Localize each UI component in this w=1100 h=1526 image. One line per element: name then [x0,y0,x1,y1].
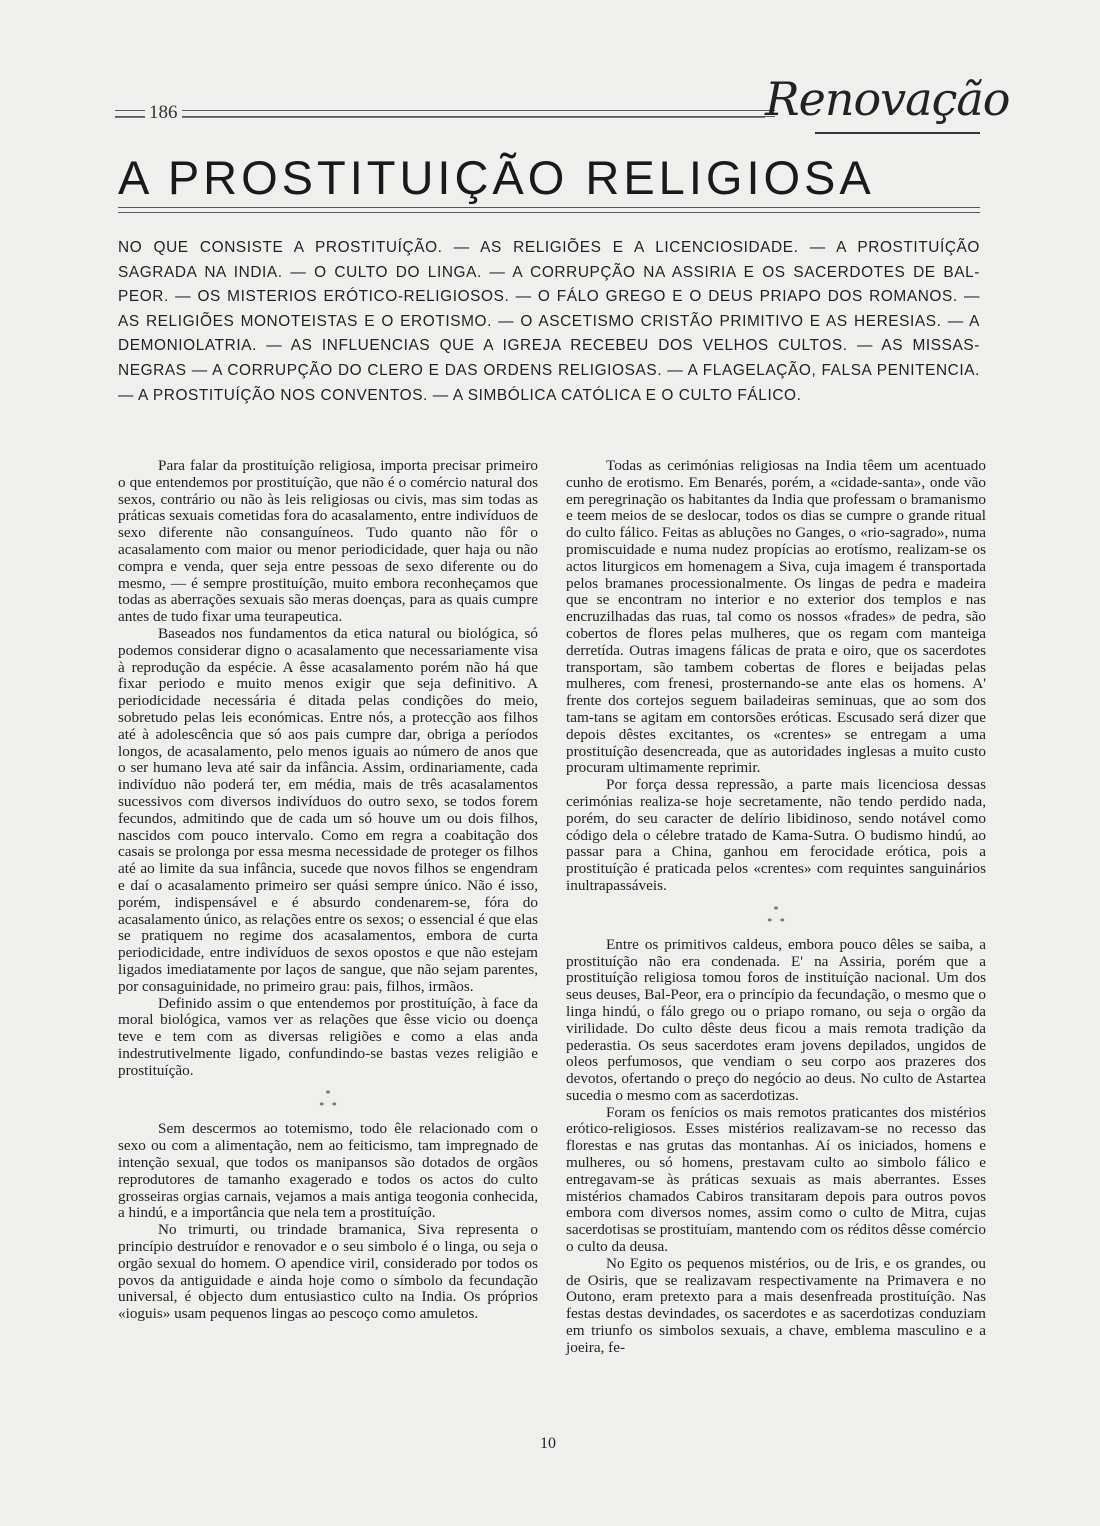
paragraph: Baseados nos fundamentos da etica natural ou biológica, só podemos considerar digno o acasalamento que necessariamente visa à reprodução da espécie. A êsse acasalamento porém não há que fixar periodo e muito menos exigir que seja definitivo. A periodicidade necessária é ditada pelas condições do meio, sobretudo pelas leis económicas. Entre nós, a protecção aos filhos até à adolescência que só aos pais cumpre dar, obriga a períodos longos, de acasalamento, pelo menos iguais ao número de anos que o ser humano leva até sair da infância. Assim, ordinariamente, cada indivíduo não poderá ter, em média, mais de três acasalamentos sucessivos com diversos indivíduos do outro sexo, se todos forem fecundos, admitindo que de cada um só houve um ou dois filhos, nascidos com pouco intervalo. Como em regra a coabitação dos casais se prolonga por essa mesma necessidade de proteger os filhos até ao limite da sua infância, sucede que novos filhos se engendram e daí o acasalamento primeiro ser quási sempre único. Não é isso, porém, indispensável e é absurdo condenarem-se, fóra do acasalamento único, as relações entre os sexos; o essencial é que elas se pratiquem no regime dos acasalamentos, embora de curta periodicidade, entre indivíduos de sexos opostos e que não estejam ligados imediatamente por laços de sangue, que não sejam parentes, por consaguinidade, no primeiro grau: pais, filhos, irmãos. [118,624,539,995]
header-rule-thin [115,117,765,118]
folio-number: 10 [540,1435,556,1452]
paragraph: No trimurti, ou trindade bramanica, Siva representa o princípio destruídor e renovador e o seu simbolo é o linga, ou seja o orgão sexual do homem. O apendice viril, considerado por todos os povos da antiguidade e ainda hoje como o símbolo da fecundação universal, é objecto dum entusiastico culto na India. Os próprios «ioguis» usam pequenos lingas ao pescoço como amuletos. [118,1221,538,1323]
paragraph: Por força dessa repressão, a parte mais licenciosa dessas cerimónias realiza-se hoje secretamente, não tendo perdido nada, porém, do seu caracter de delírio libidinoso, sendo notável como código dela o célebre tratado de Kama-Sutra. O budismo hindú, ao passar para a China, ganhou em ferocidade erótica, pois a prostituíção é praticada pelos «crentes» com requintes sanguinários inultrapassáveis. [566,776,986,894]
paragraph: Todas as cerimónias religiosas na India têem um acentuado cunho de erotismo. Em Benarés, porém, a «cidade-santa», onde vão em peregrinação os habitantes da India que professam o bramanismo e teem meios de se deslocar, todos os dias se cumpre o grande ritual do culto fálico. Feitas as abluções no Ganges, o «rio-sagrado», numa promiscuidade e numa nudez propícias ao erotísmo, realizam-se os actos liturgicos em homenagem a Siva, cuja imagem é transportada pelos bramanes processionalmente. Os lingas de pedra e madeira que se encontram no interior e no exterior dos templos e nas encruzilhadas das ruas, tal como os nossos «frades» de pedra, são cobertos de flores pelas mulheres, que os regam com manteiga derretída. Outras imagens fálicas de prata e oiro, que os sacerdotes transportam, são tambem cobertas de flores e beijadas pelas mulheres, com frenesi, prosternando-se ante elas os homens. A' frente dos cortejos seguem bailadeiras seminuas, que ao som dos tam-tans se agitam em contorsões eróticas. Escusado será dizer que depois dêstes excitantes, os «crentes» se entregam a uma prostituíção desencreada, que as autoridades inglesas a muito custo procuram ultimamente reprimir. [566,457,986,777]
page-header [115,70,1010,140]
section-separator: * * * [767,904,785,928]
paragraph: Definido assim o que entendemos por prostituíção, à face da moral biológica, vamos ver as relações que êsse vicio ou doença teve e tem com as diversas religiões e como a elas anda indestrutivelmente ligado, confundindo-se bastas vezes religião e prostituíção. [118,994,538,1079]
right-column [566,458,986,1357]
paragraph: Sem descermos ao totemismo, todo êle relacionado com o sexo ou com a alimentação, nem ao feiticismo, tam impregnado de intenção sexual, que todos os manipansos são dotados de orgãos reprodutores de tamanho exagerado e todos os actos do culto grosseiras orgias carnais, vejamos a mais antiga teogonia conhecida, a hindú, e a importância que nela tem a prostituíção. [118,1120,538,1222]
masthead-logo: Renovação [765,72,1010,126]
article-title: A PROSTITUIÇÃO RELIGIOSA [118,151,875,204]
paragraph: Para falar da prostituíção religiosa, importa precisar primeiro o que entendemos por prostituíção, que não é o comércio natural dos sexos, contrário ou não às leis religiosas ou civis, mas sim todas as práticas sexuais cometidas fora do acasalamento, entre indivíduos de sexo diferente não consanguíneos. Tudo quanto não fôr o acasalamento com maior ou menor periodicidade, quer haja ou não compra e venda, quer seja entre pessoas de sexo diferente ou do mesmo, — é sempre prostituíção, muito embora reconheçamos que todas as aberrações sexuais são meras doenças, para as quais cumpre antes de tudo fixar uma teurapeutica. [118,457,538,626]
paragraph: No Egito os pequenos mistérios, ou de Iris, e os grandes, ou de Osiris, que se realizavam respectivamente na Primavera e no Outono, eram pretexto para a mais desenfreada prostituíção. Nas festas destas devindades, os sacerdotes e as sacerdotizas conduziam em triunfo os simbolos sexuais, a chave, emblema masculino e a joeira, fe- [566,1254,986,1356]
masthead-underline [815,132,980,134]
paragraph: Foram os fenícios os mais remotos praticantes dos mistérios erótico-religiosos. Esses mistérios realizavam-se no recesso das florestas e nas grutas das montanhas. Aí os iniciados, homens e mulheres, ou só homens, prestavam culto ao simbolo fálico e entregavam-se às práticas sexuais as mais aberrantes. Esses mistérios chamados Cabiros transitaram depois para outros povos embora com diversos nomes, assim como o culto de Mitra, cujas sacerdotisas se prostituíam, mantendo com os réditos dêsse comércio o culto da deusa. [566,1103,986,1256]
paragraph: Entre os primitivos caldeus, embora pouco dêles se saiba, a prostituíção não era condenada. E' na Assiria, porém que a prostituíção religiosa tomou foros de instituíção nacional. Um dos seus deuses, Bal-Peor, era o princípio da fecundação, o mesmo que o linga hindú, o fálo grego ou o priapo romano, ou seja o orgão da virilidade. Do culto dêste deus ficou a mais remota tradição da pederastia. Os seus sacerdotes eram jovens depilados, ungidos de oleos perfumosos, que vendiam o seu corpo aos prazeres dos devotos, ofertando o preço do negócio ao deus. No culto de Astartea sucedia o mesmo com as sacerdotizas. [566,935,986,1104]
section-separator: * * * [319,1089,337,1113]
page-number: 186 [145,102,182,124]
left-column [118,458,538,1323]
article-summary: NO QUE CONSISTE A PROSTITUÍÇÃO. — AS RELIGIÕES E A LICENCIOSIDADE. — A PROSTITUÍÇÃO SAGRADA NA INDIA. — O CULTO DO LINGA. — A CORRUPÇÃO NA ASSIRIA E OS SACERDOTES DE BAL-PEOR. — OS MISTERIOS ERÓTICO-RELIGIOSOS. — O FÁLO GREGO E O DEUS PRIAPO DOS ROMANOS. — AS RELIGIÕES MONOTEISTAS E O EROTISMO. — O ASCETISMO CRISTÃO PRIMITIVO E AS HERESIAS. — A DEMONIOLATRIA. — AS INFLUENCIAS QUE A IGREJA RECEBEU DOS VELHOS CULTOS. — AS MISSAS-NEGRAS — A CORRUPÇÃO DO CLERO E DAS ORDENS RELIGIOSAS. — A FLAGELAÇÃO, FALSA PENITENCIA. — A PROSTITUÍÇÃO NOS CONVENTOS. — A SIMBÓLICA CATÓLICA E O CULTO FÁLICO. [118,239,980,404]
header-rule [115,110,775,117]
title-rule [118,207,980,213]
